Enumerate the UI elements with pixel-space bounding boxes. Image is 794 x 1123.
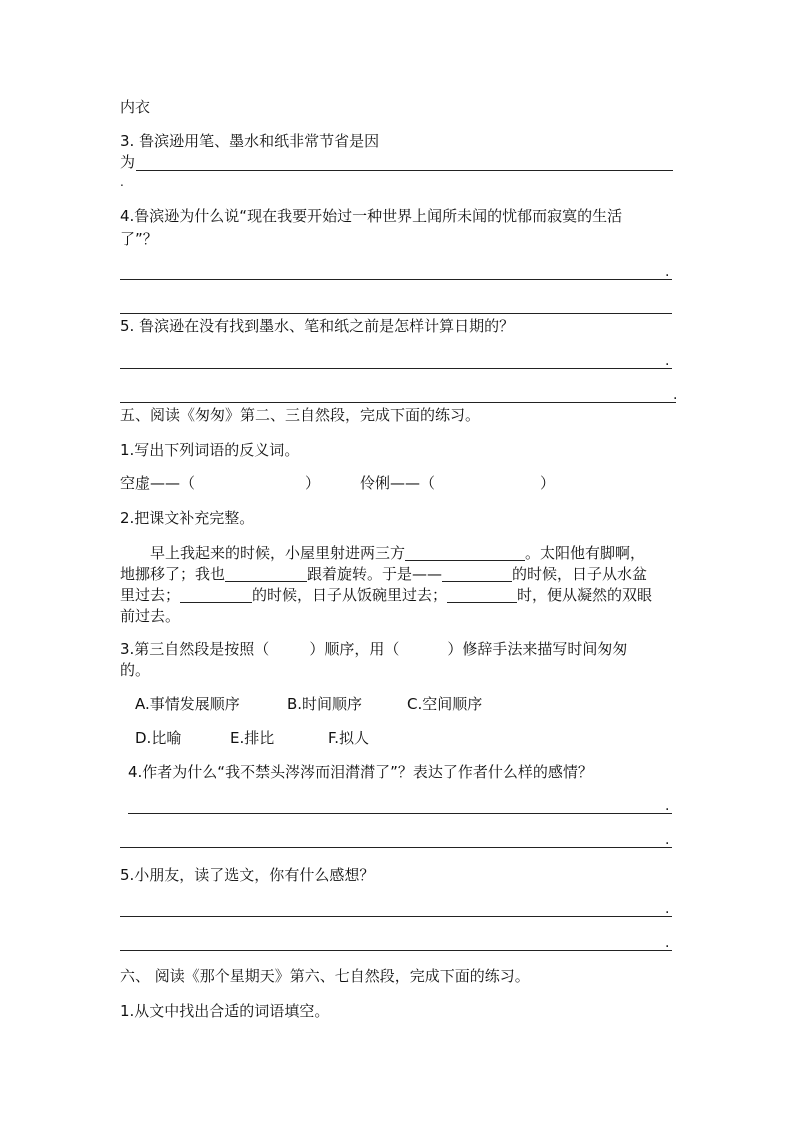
s5q4-answer-line-2[interactable] bbox=[120, 847, 672, 848]
paragraph-text: 的时候，日子从水盆 bbox=[512, 565, 648, 583]
question-5-text: 5. 鲁滨逊在没有找到墨水、笔和纸之前是怎样计算日期的？ bbox=[120, 317, 515, 335]
question-5-answer-line-1[interactable] bbox=[120, 368, 672, 369]
section-6-title: 六、 阅读《那个星期天》第六、七自然段，完成下面的练习。 bbox=[120, 967, 530, 985]
paragraph-text: 地挪移了；我也 bbox=[120, 565, 226, 583]
paragraph-line-1 bbox=[150, 543, 645, 563]
question-text: 3.第三自然段是按照（ bbox=[120, 640, 270, 658]
s5-question-3-cont: 的。 bbox=[120, 661, 151, 679]
option-f[interactable]: F.拟人 bbox=[328, 729, 369, 747]
s6-question-1: 1.从文中找出合适的词语填空。 bbox=[120, 1002, 330, 1020]
close-paren: ） bbox=[305, 474, 321, 492]
paragraph-text: 时，便从凝然的双眼 bbox=[517, 586, 653, 604]
s5q5-answer-line-1[interactable] bbox=[120, 916, 672, 917]
close-paren: ） bbox=[540, 474, 556, 492]
question-4-answer-line-1[interactable] bbox=[120, 279, 672, 280]
line-end-dot: . bbox=[665, 901, 670, 917]
option-a[interactable]: A.事情发展顺序 bbox=[135, 695, 240, 713]
fill-blank-2[interactable] bbox=[225, 565, 307, 582]
s5q4-answer-line-1[interactable] bbox=[128, 813, 672, 814]
fill-blank-3[interactable] bbox=[442, 565, 512, 582]
s5-question-2: 2.把课文补充完整。 bbox=[120, 509, 255, 527]
text-fragment-neiyi: 内衣 bbox=[120, 98, 151, 116]
question-text: ）修辞手法来描写时间匆匆 bbox=[447, 640, 628, 658]
s5-question-5: 5.小朋友，读了选文，你有什么感想？ bbox=[120, 866, 375, 884]
fill-blank-1[interactable] bbox=[405, 544, 525, 561]
paragraph-text: 。太阳他有脚啊， bbox=[525, 544, 646, 562]
s5-question-4: 4.作者为什么“我不禁头涔涔而泪潸潸了”？表达了作者什么样的感情？ bbox=[128, 763, 593, 781]
question-4-answer-line-2[interactable] bbox=[120, 313, 672, 314]
question-3-answer-line[interactable] bbox=[136, 170, 673, 171]
line-end-dot: . bbox=[665, 264, 670, 280]
paragraph-text: 里过去； bbox=[120, 586, 181, 604]
s5-question-1: 1.写出下列词语的反义词。 bbox=[120, 441, 300, 459]
option-d[interactable]: D.比喻 bbox=[135, 729, 182, 747]
option-e[interactable]: E.排比 bbox=[230, 729, 275, 747]
paragraph-text: 早上我起来的时候，小屋里射进两三方 bbox=[150, 544, 406, 562]
line-end-dot: . bbox=[665, 798, 670, 814]
question-3-prefix: 为 bbox=[120, 153, 136, 171]
option-b[interactable]: B.时间顺序 bbox=[287, 695, 363, 713]
s5q5-answer-line-2[interactable] bbox=[120, 950, 672, 951]
question-3-text: 3. 鲁滨逊用笔、墨水和纸非常节省是因 bbox=[120, 132, 380, 150]
paragraph-text: 的时候，日子从饭碗里过去； bbox=[252, 586, 448, 604]
paragraph-line-2 bbox=[120, 564, 647, 584]
question-4-text: 4.鲁滨逊为什么说“现在我要开始过一种世界上闻所未闻的忧郁而寂寞的生活 bbox=[120, 207, 623, 225]
fill-blank-5[interactable] bbox=[447, 586, 517, 603]
paragraph-text: 跟着旋转。于是—— bbox=[307, 565, 443, 583]
paragraph-line-3 bbox=[120, 585, 652, 605]
question-4-text-cont: 了”？ bbox=[120, 230, 158, 248]
fill-blank-4[interactable] bbox=[180, 586, 252, 603]
line-end-dot: . bbox=[665, 832, 670, 848]
paragraph-line-4: 前过去。 bbox=[120, 607, 181, 625]
antonym-item-2 bbox=[360, 473, 555, 493]
line-end-dot: . bbox=[665, 353, 670, 369]
question-3-tail-dot: . bbox=[120, 175, 124, 189]
line-end-dot: . bbox=[673, 387, 678, 403]
s5-question-3 bbox=[120, 639, 627, 659]
antonym-word-1: 空虚——（ bbox=[120, 474, 196, 492]
question-5-answer-line-2[interactable] bbox=[120, 402, 676, 403]
question-text: ）顺序，用（ bbox=[309, 640, 400, 658]
section-5-title: 五、阅读《匆匆》第二、三自然段，完成下面的练习。 bbox=[120, 406, 481, 424]
antonym-word-2: 伶俐——（ bbox=[360, 474, 436, 492]
antonym-item-1 bbox=[120, 473, 320, 493]
line-end-dot: . bbox=[665, 935, 670, 951]
option-c[interactable]: C.空间顺序 bbox=[407, 695, 483, 713]
